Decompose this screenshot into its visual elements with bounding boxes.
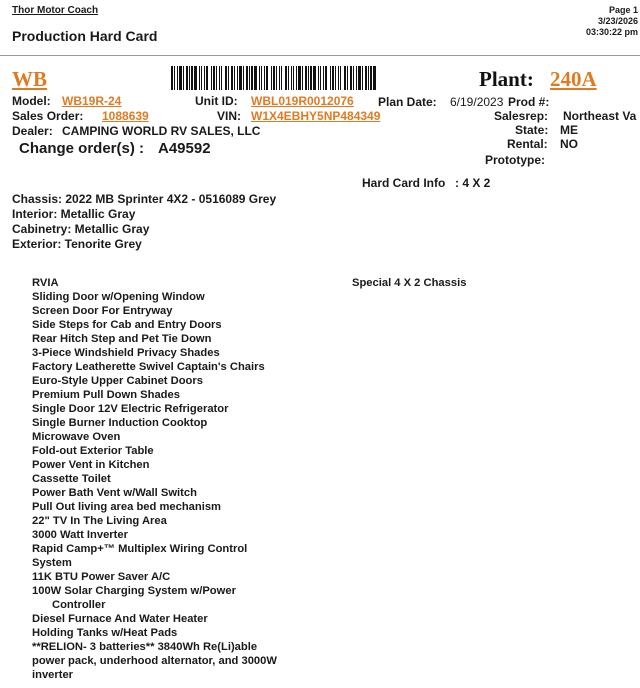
hard-card-info-value: : 4 X 2: [455, 176, 491, 190]
option-item: 11K BTU Power Saver A/C: [32, 571, 171, 583]
plan-date-label: Plan Date:: [378, 95, 437, 109]
salesrep-value: Northeast Va: [563, 109, 637, 123]
option-item: Diesel Furnace And Water Heater: [32, 613, 208, 625]
option-item: Rapid Camp+™ Multiplex Wiring Control: [32, 543, 248, 555]
option-item: inverter: [32, 669, 74, 681]
option-item: 3-Piece Windshield Privacy Shades: [32, 347, 220, 359]
page-info: [586, 5, 638, 38]
sales-order-label: Sales Order:: [12, 109, 84, 123]
option-item: Fold-out Exterior Table: [32, 445, 154, 457]
brand-code-link[interactable]: WB: [12, 67, 48, 91]
vin-link[interactable]: W1X4EBHY5NP484349: [251, 109, 381, 123]
prod-number-label: Prod #:: [508, 95, 550, 109]
sales-order-link[interactable]: 1088639: [102, 109, 149, 123]
header-divider: [0, 55, 640, 56]
exterior-spec: Exterior: Tenorite Grey: [12, 237, 142, 251]
model-link[interactable]: WB19R-24: [62, 94, 122, 108]
model-label: Model:: [12, 94, 51, 108]
company-link[interactable]: Thor Motor Coach: [12, 5, 99, 16]
plant-label: Plant:: [479, 67, 534, 91]
option-item: Power Bath Vent w/Wall Switch: [32, 487, 197, 499]
change-order-label: Change order(s) :: [19, 140, 145, 157]
option-item: Pull Out living area bed mechanism: [32, 501, 221, 513]
option-item: Microwave Oven: [32, 431, 121, 443]
option-item: power pack, underhood alternator, and 3000W: [32, 655, 277, 667]
option-item: Sliding Door w/Opening Window: [32, 291, 205, 303]
vin-label: VIN:: [217, 109, 241, 123]
option-item: Factory Leatherette Swivel Captain's Chairs: [32, 361, 265, 373]
chassis-spec: Chassis: 2022 MB Sprinter 4X2 - 0516089 Grey: [12, 192, 277, 206]
option-item: 100W Solar Charging System w/Power: [32, 585, 236, 597]
plant-value-link[interactable]: 240A: [550, 67, 597, 91]
option-item: **RELION- 3 batteries** 3840Wh Re(Li)able: [32, 641, 258, 653]
unit-id-label: Unit ID:: [195, 94, 238, 108]
change-order-value: A49592: [158, 140, 211, 157]
dealer-value: CAMPING WORLD RV SALES, LLC: [62, 124, 261, 138]
state-label: State:: [515, 123, 549, 137]
option-item: RVIA: [32, 277, 59, 289]
option-item: Power Vent in Kitchen: [32, 459, 150, 471]
dealer-label: Dealer:: [12, 124, 53, 138]
option-item: 22" TV In The Living Area: [32, 515, 167, 527]
option-item: 3000 Watt Inverter: [32, 529, 128, 541]
plan-date-value: 6/19/2023: [450, 95, 504, 109]
state-value: ME: [560, 123, 578, 137]
interior-spec: Interior: Metallic Gray: [12, 207, 136, 221]
option-item: Rear Hitch Step and Pet Tie Down: [32, 333, 212, 345]
barcode: [171, 66, 378, 90]
page-number: Page 1: [608, 5, 638, 15]
rental-label: Rental:: [507, 137, 548, 151]
option-item: Single Burner Induction Cooktop: [32, 417, 208, 429]
special-note: Special 4 X 2 Chassis: [352, 277, 467, 289]
option-item: System: [32, 557, 72, 569]
option-item: Cassette Toilet: [32, 473, 111, 485]
hard-card-info-label: Hard Card Info: [362, 176, 446, 190]
print-date: 3/23/2026: [597, 16, 638, 26]
cabinetry-spec: Cabinetry: Metallic Gray: [12, 222, 150, 236]
prototype-label: Prototype:: [485, 153, 545, 167]
page-title: Production Hard Card: [12, 28, 158, 44]
option-item: Premium Pull Down Shades: [32, 389, 180, 401]
rental-value: NO: [560, 137, 578, 151]
options-list: [32, 276, 277, 682]
unit-id-link[interactable]: WBL019R0012076: [251, 94, 354, 108]
option-item: Side Steps for Cab and Entry Doors: [32, 319, 222, 331]
option-item: Holding Tanks w/Heat Pads: [32, 627, 178, 639]
salesrep-label: Salesrep:: [494, 109, 549, 123]
option-item: Single Door 12V Electric Refrigerator: [32, 403, 229, 415]
option-item: Screen Door For Entryway: [32, 305, 173, 317]
option-item: Euro-Style Upper Cabinet Doors: [32, 375, 203, 387]
print-time: 03:30:22 pm: [585, 27, 638, 37]
option-item: Controller: [52, 599, 106, 611]
